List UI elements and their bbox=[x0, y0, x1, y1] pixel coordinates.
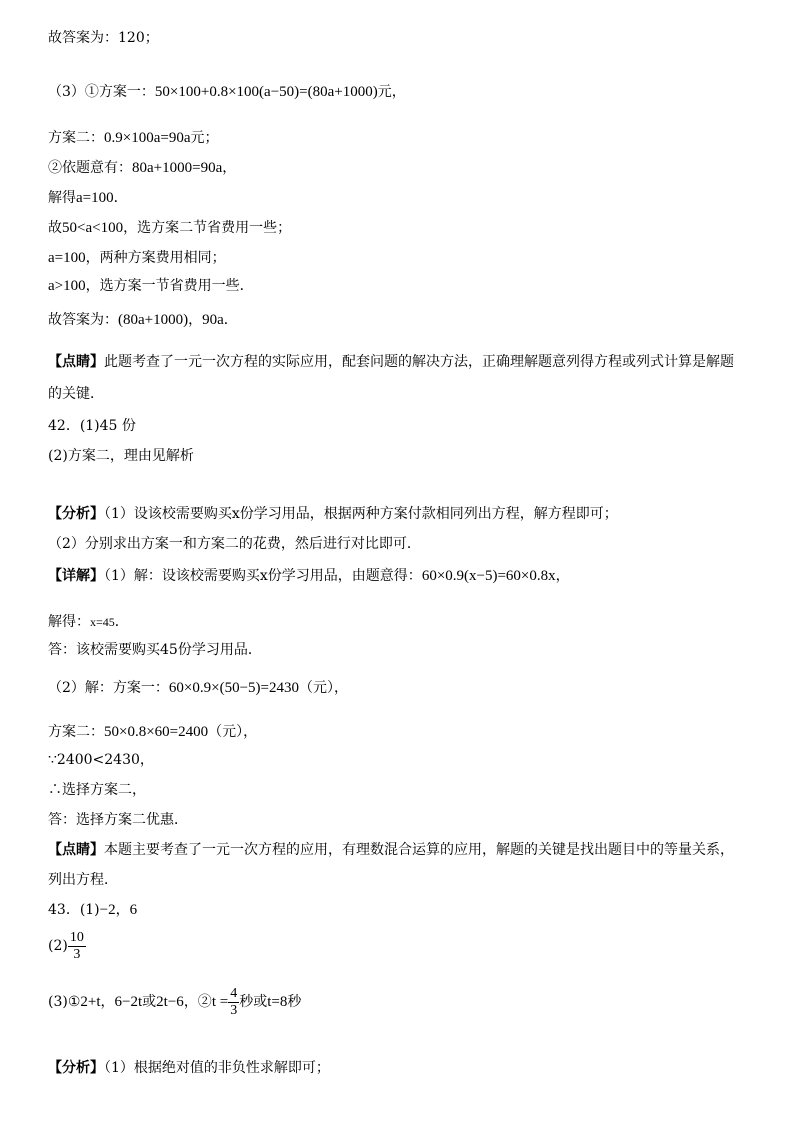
comparison-line: ∵2400<2430， bbox=[48, 752, 154, 768]
analysis-line: 【分析】（1）根据绝对值的非负性求解即可； bbox=[48, 1060, 330, 1076]
formula: a>100 bbox=[48, 278, 86, 294]
formula: 50×0.8×60=2400 bbox=[104, 724, 209, 740]
formula: (80a+1000) bbox=[118, 312, 189, 328]
section-label: 【分析】 bbox=[48, 506, 104, 522]
formula: t=8 bbox=[267, 994, 288, 1010]
analysis-line: （2）分别求出方案一和方案二的花费，然后进行对比即可． bbox=[48, 536, 421, 552]
plan-two-line: 方案二：0.9×100a=90a元； bbox=[48, 130, 219, 146]
fraction: $\frac{4}{3}$ bbox=[230, 985, 238, 1018]
comment-line: 【点睛】本题主要考查了一元一次方程的应用，有理数混合运算的应用，解题的关键是找出题目中的等量关系， bbox=[48, 842, 734, 858]
formula: 50<a<100 bbox=[62, 220, 124, 236]
formula: 80a+1000=90a bbox=[132, 160, 223, 176]
formula: 6−2t bbox=[114, 994, 143, 1010]
comment-line: 【点睛】此题考查了一元一次方程的实际应用，配套问题的解决方法，正确理解题意列得方程或列式计算是解题 bbox=[48, 354, 734, 370]
question-answer-line: 43．(1)−2，6 bbox=[48, 902, 138, 918]
question-answer-line: (2) $\frac{10}{3}$ bbox=[48, 929, 84, 962]
analysis-line: 【分析】（1）设该校需要购买x份学习用品，根据两种方案付款相同列出方程，解方程即可； bbox=[48, 506, 618, 522]
conclusion-line: 故50<a<100，选方案二节省费用一些； bbox=[48, 220, 292, 236]
formula: 60×0.9×(50−5)=2430 bbox=[168, 680, 299, 696]
fraction: $\frac{10}{3}$ bbox=[69, 929, 84, 962]
answer-line: 答：选择方案二优惠． bbox=[48, 812, 188, 828]
formula: 2t−6 bbox=[156, 994, 184, 1010]
solution-line: 解得：x=45． bbox=[48, 614, 129, 630]
section-label: 【点睛】 bbox=[48, 354, 104, 370]
comment-line: 列出方程． bbox=[48, 872, 118, 888]
answer-line: 答：该校需要购买45份学习用品． bbox=[48, 642, 262, 658]
question-answer-line: (3)①2+t，6−2t或2t−6，②t = $\frac{4}{3}$ 秒或t=8秒 bbox=[48, 985, 302, 1018]
answer-line: 故答案为：120； bbox=[48, 30, 159, 46]
section-label: 【详解】 bbox=[48, 568, 104, 584]
plan-one-line: （3）①方案一：50×100+0.8×100(a−50)=(80a+1000)元， bbox=[48, 84, 406, 100]
formula: 50×100+0.8×100(a−50)=(80a+1000) bbox=[154, 84, 378, 100]
formula: 0.9×100a=90a bbox=[104, 130, 191, 146]
formula: x=45 bbox=[90, 615, 115, 629]
formula: a=100 bbox=[48, 250, 86, 266]
formula: −2 bbox=[99, 902, 116, 918]
formula: a=100 bbox=[76, 190, 114, 206]
question-answer-line: (2)方案二，理由见解析 bbox=[48, 448, 194, 464]
formula: 60×0.9(x−5)=60×0.8x bbox=[421, 568, 556, 584]
formula: 2+t bbox=[80, 994, 101, 1010]
plan-one-cost-line: （2）解：方案一：60×0.9×(50−5)=2430（元）， bbox=[48, 680, 348, 696]
conclusion-line: a>100，选方案一节省费用一些． bbox=[48, 278, 254, 294]
detail-line: 【详解】（1）解：设该校需要购买x份学习用品，由题意得：60×0.9(x−5)=60×0.8x， bbox=[48, 568, 570, 584]
question-answer-line: 42．(1)45 份 bbox=[48, 418, 136, 434]
conclusion-line: a=100，两种方案费用相同； bbox=[48, 250, 226, 266]
formula: 90a bbox=[202, 312, 224, 328]
section-label: 【点睛】 bbox=[48, 842, 104, 858]
formula: 6 bbox=[129, 902, 138, 918]
solution-line: 解得a=100． bbox=[48, 190, 128, 206]
therefore-line: ∴选择方案二， bbox=[48, 782, 146, 798]
formula: t = bbox=[211, 994, 229, 1010]
equation-line: ②依题意有：80a+1000=90a， bbox=[48, 160, 237, 176]
comment-line: 的关键． bbox=[48, 386, 104, 402]
section-label: 【分析】 bbox=[48, 1060, 104, 1076]
plan-two-cost-line: 方案二：50×0.8×60=2400（元）， bbox=[48, 724, 258, 740]
answer-line: 故答案为：(80a+1000)，90a． bbox=[48, 312, 238, 328]
